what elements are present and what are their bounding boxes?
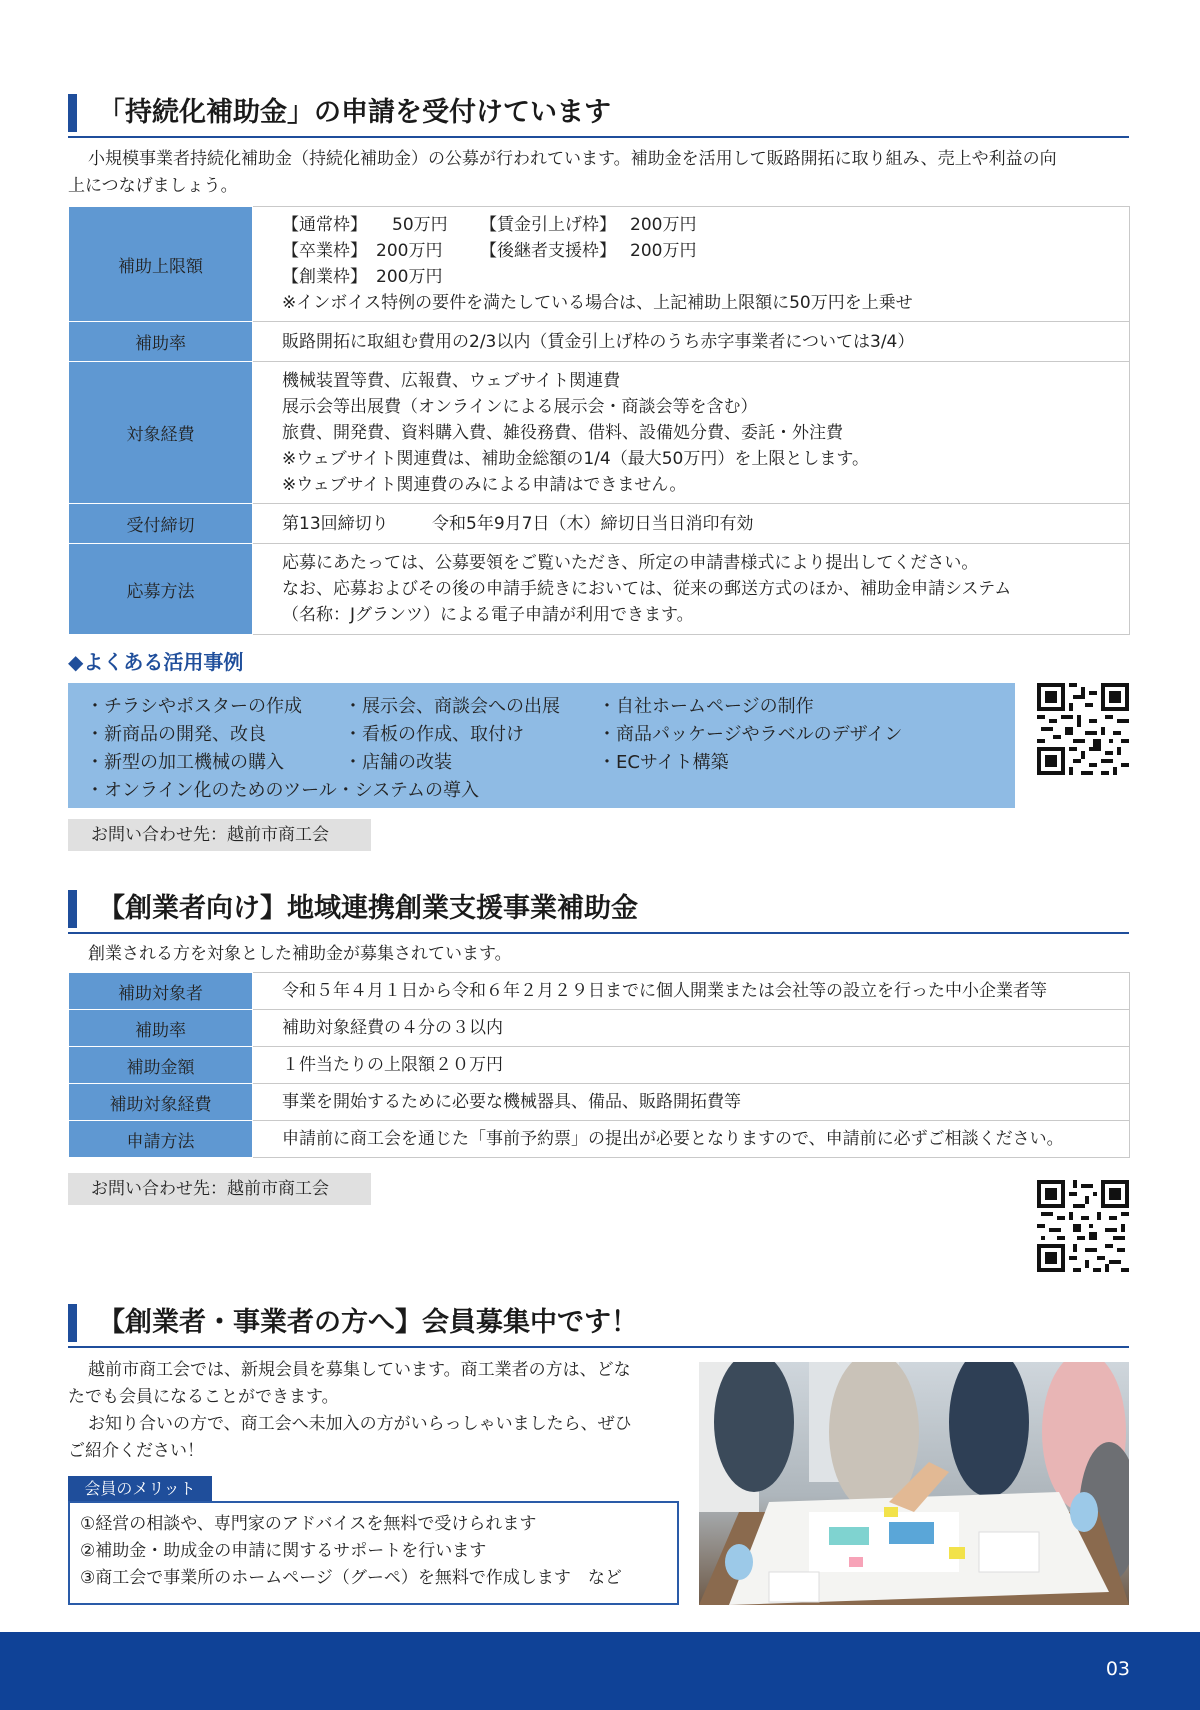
expense-cell [253, 362, 1130, 504]
merit-item: ②補助金・助成金の申請に関するサポートを行います [80, 1541, 487, 1561]
intro-line: 上につなげましょう。 [68, 176, 238, 196]
limit-amount: 200万円 [376, 241, 443, 261]
heading-accent-bar [68, 1304, 77, 1342]
method-line: 応募にあたっては、公募要領をご覧いただき、所定の申請書様式により提出してください。 [282, 553, 979, 573]
section2-heading [68, 888, 1129, 934]
row-label: 申請方法 [69, 1121, 253, 1158]
case-item: ・商品パッケージやラベルのデザイン [598, 724, 903, 745]
limit-amount: 200万円 [630, 241, 697, 261]
para-line: お知り合いの方で、商工会へ未加入の方がいらっしゃいましたら、ぜひ [88, 1414, 632, 1434]
intro-line: 小規模事業者持続化補助金（持続化補助金）の公募が行われています。補助金を活用して販路開拓に取り組み、売上や利益の向 [88, 149, 1057, 169]
section1-heading [68, 92, 1129, 138]
qr-code-icon[interactable] [1037, 683, 1129, 775]
contact-text: お問い合わせ先：越前市商工会 [91, 825, 329, 845]
heading-accent-bar [68, 94, 77, 132]
method-line: なお、応募およびその後の申請手続きにおいては、従来の郵送方式のほか、補助金申請システム [282, 579, 1012, 599]
startup-subsidy-table [68, 972, 1130, 1158]
case-item: ・オンライン化のためのツール・システムの導入 [86, 780, 479, 801]
row-value: １件当たりの上限額２０万円 [253, 1047, 1130, 1084]
limit-label: 【通常枠】 [282, 215, 367, 235]
para-line: たでも会員になることができます。 [68, 1387, 339, 1407]
section1-intro [68, 146, 1138, 200]
row-value: 補助対象経費の４分の３以内 [253, 1010, 1130, 1047]
section2-intro: 創業される方を対象とした補助金が募集されています。 [88, 944, 512, 964]
limit-label: 【創業枠】 [282, 267, 367, 287]
case-item: ・看板の作成、取付け [344, 724, 524, 745]
contact-text: お問い合わせ先：越前市商工会 [91, 1179, 329, 1199]
row-label: 補助上限額 [69, 207, 253, 322]
expense-line: ※ウェブサイト関連費のみによる申請はできません。 [282, 474, 687, 495]
contact-info [68, 1173, 371, 1205]
para-line: 越前市商工会では、新規会員を募集しています。商工業者の方は、どな [88, 1360, 631, 1380]
case-item: ・チラシやポスターの作成 [86, 696, 302, 717]
row-value: 事業を開始するために必要な機械器具、備品、販路開拓費等 [253, 1084, 1130, 1121]
case-item: ・展示会、商談会への出展 [344, 696, 560, 717]
row-label: 補助率 [69, 1010, 253, 1047]
page-footer [0, 1632, 1200, 1710]
case-item: ・新商品の開発、改良 [86, 724, 266, 745]
limit-label: 【後継者支援枠】 [480, 241, 616, 261]
para-line: ご紹介ください！ [68, 1441, 204, 1461]
method-line: （名称：Jグランツ）による電子申請が利用できます。 [282, 605, 694, 625]
business-meeting-photo [699, 1362, 1129, 1605]
merit-tag: 会員のメリット [68, 1476, 212, 1501]
section1-title: 「持続化補助金」の申請を受付けています [98, 97, 611, 128]
contact-info [68, 819, 371, 851]
merit-list [68, 1501, 679, 1605]
expense-line: 機械装置等費、広報費、ウェブサイト関連費 [282, 370, 621, 391]
row-label: 対象経費 [69, 362, 253, 504]
deadline-date: 令和5年9月7日（木）締切日当日消印有効 [432, 513, 754, 534]
case-item: ・新型の加工機械の購入 [86, 752, 284, 773]
merit-item: ③商工会で事業所のホームページ（グーペ）を無料で作成します など [80, 1568, 622, 1588]
row-label: 応募方法 [69, 544, 253, 635]
limit-label: 【賃金引上げ枠】 [480, 215, 616, 235]
subsidy-table [68, 206, 1130, 635]
method-cell [253, 544, 1130, 635]
expense-line: 展示会等出展費（オンラインによる展示会・商談会等を含む） [282, 396, 758, 417]
cases-box [68, 683, 1015, 808]
expense-line: 旅費、開発費、資料購入費、雑役務費、借料、設備処分費、委託・外注費 [282, 422, 843, 443]
row-value: 申請前に商工会を通じた「事前予約票」の提出が必要となりますので、申請前に必ずご相談ください。 [253, 1121, 1130, 1158]
limit-amount: 200万円 [630, 215, 697, 235]
limit-note: ※インボイス特例の要件を満たしている場合は、上記補助上限額に50万円を上乗せ [282, 293, 913, 313]
limit-label: 【卒業枠】 [282, 241, 367, 261]
qr-code-icon[interactable] [1037, 1180, 1129, 1272]
row-label: 補助率 [69, 322, 253, 362]
limit-amount: 200万円 [376, 267, 443, 287]
merit-item: ①経営の相談や、専門家のアドバイスを無料で受けられます [80, 1514, 537, 1534]
cases-heading: ◆よくある活用事例 [68, 650, 244, 674]
row-label: 補助対象経費 [69, 1084, 253, 1121]
section3-text [68, 1357, 688, 1465]
heading-accent-bar [68, 890, 77, 928]
case-item: ・自社ホームページの制作 [598, 696, 814, 717]
expense-line: ※ウェブサイト関連費は、補助金総額の1/4（最大50万円）を上限とします。 [282, 448, 870, 469]
row-label: 受付締切 [69, 504, 253, 544]
case-item: ・店舗の改装 [344, 752, 452, 773]
deadline-cell [253, 504, 1130, 544]
section3-title: 【創業者・事業者の方へ】会員募集中です！ [98, 1307, 638, 1338]
page-number: 03 [1105, 1658, 1130, 1680]
limit-cell [253, 207, 1130, 322]
row-value: 令和５年４月１日から令和６年２月２９日までに個人開業または会社等の設立を行った中小企業者等 [253, 973, 1130, 1010]
section3-heading [68, 1302, 1129, 1348]
limit-amount: 50万円 [392, 215, 448, 235]
case-item: ・ECサイト構築 [598, 752, 729, 773]
row-label: 補助対象者 [69, 973, 253, 1010]
section2-title: 【創業者向け】地域連携創業支援事業補助金 [98, 893, 638, 924]
row-label: 補助金額 [69, 1047, 253, 1084]
deadline-round: 第13回締切り [282, 513, 389, 534]
rate-value: 販路開拓に取組む費用の2/3以内（賃金引上げ枠のうち赤字事業者については3/4） [253, 322, 1130, 362]
